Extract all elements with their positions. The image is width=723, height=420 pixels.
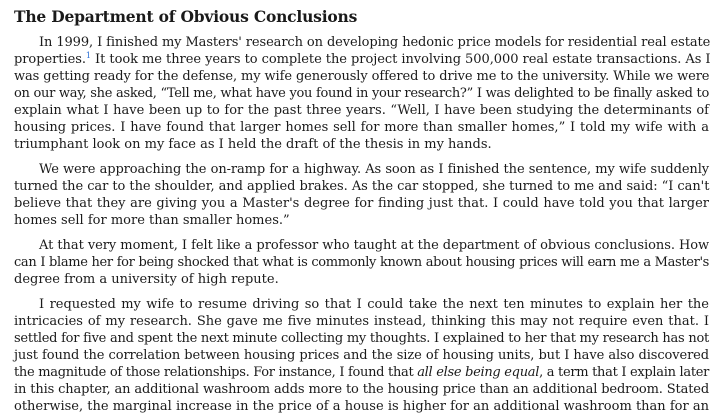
paragraph-4-line-7: otherwise, the marginal increase in the price of a house is higher for an additional washroom than for an [14,399,709,414]
paragraph-3-line-3: degree from a university of high repute. [14,272,279,287]
paragraph-1-line-5: explain what I have been up to for the past three years. “Well, I have been studying the determinants of [14,103,709,118]
paragraph-4-line-5 [14,365,709,381]
paragraph-4-text-segment: , a term that I explain later [539,365,710,380]
paragraph-2-line-3: believe that they are giving you a Master's degree for finding just that. I could have told you that larger [14,196,709,211]
emphasized-term: all else being equal [417,365,540,380]
paragraph-1-line-6: housing prices. I have found that larger homes sell for more than smaller homes,” I told my wife with a [14,120,709,135]
paragraph-2-line-1: We were approaching the on-ramp for a highway. As soon as I finished the sentence, my wife suddenly [39,162,709,177]
paragraph-4-line-3: settled for five and spent the next minute collecting my thoughts. I explained to her that my research has not [14,331,709,346]
paragraph-4-text-segment: the magnitude of those relationships. For instance, I found that [14,365,418,380]
paragraph-2-line-2: turned the car to the shoulder, and applied brakes. As the car stopped, she turned to me and said: “I can't [14,179,710,194]
paragraph-3-line-1: At that very moment, I felt like a professor who taught at the department of obvious conclusions. How [39,238,710,253]
paragraph-3-line-2: can I blame her for being shocked that what is commonly known about housing prices will earn me a Master's [14,255,709,270]
paragraph-1-text-segment: It took me three years to complete the project involving 500,000 real estate transactions. As I [90,52,711,67]
paragraph-1-line-4: on our way, she asked, “Tell me, what have you found in your research?” I was delighted to be finally asked to [14,86,709,101]
paragraph-4-line-2: intricacies of my research. She gave me five minutes instead, thinking this may not require even that. I [14,314,709,329]
paragraph-2-line-4: homes sell for more than smaller homes.” [14,213,290,228]
section-title: The Department of Obvious Conclusions [14,7,358,26]
paragraph-1-line-2 [14,52,709,68]
paragraph-1-line-1: In 1999, I finished my Masters' research on developing hedonic price models for residential real estate [39,35,711,50]
paragraph-1-text-segment: properties. [14,52,86,67]
paragraph-1-line-3: was getting ready for the defense, my wife generously offered to drive me to the university. While we were [14,69,710,84]
paragraph-4-line-1: I requested my wife to resume driving so that I could take the next ten minutes to explain her the [39,297,709,312]
paragraph-4-line-4: just found the correlation between housing prices and the size of housing units, but I have also discovered [14,348,709,363]
paragraph-4-line-6: in this chapter, an additional washroom adds more to the housing price than an additional bedroom. Stated [14,382,709,397]
paragraph-1-line-7: triumphant look on my face as I held the draft of the thesis in my hands. [14,137,492,152]
footnote-link[interactable]: 1 [85,51,91,60]
